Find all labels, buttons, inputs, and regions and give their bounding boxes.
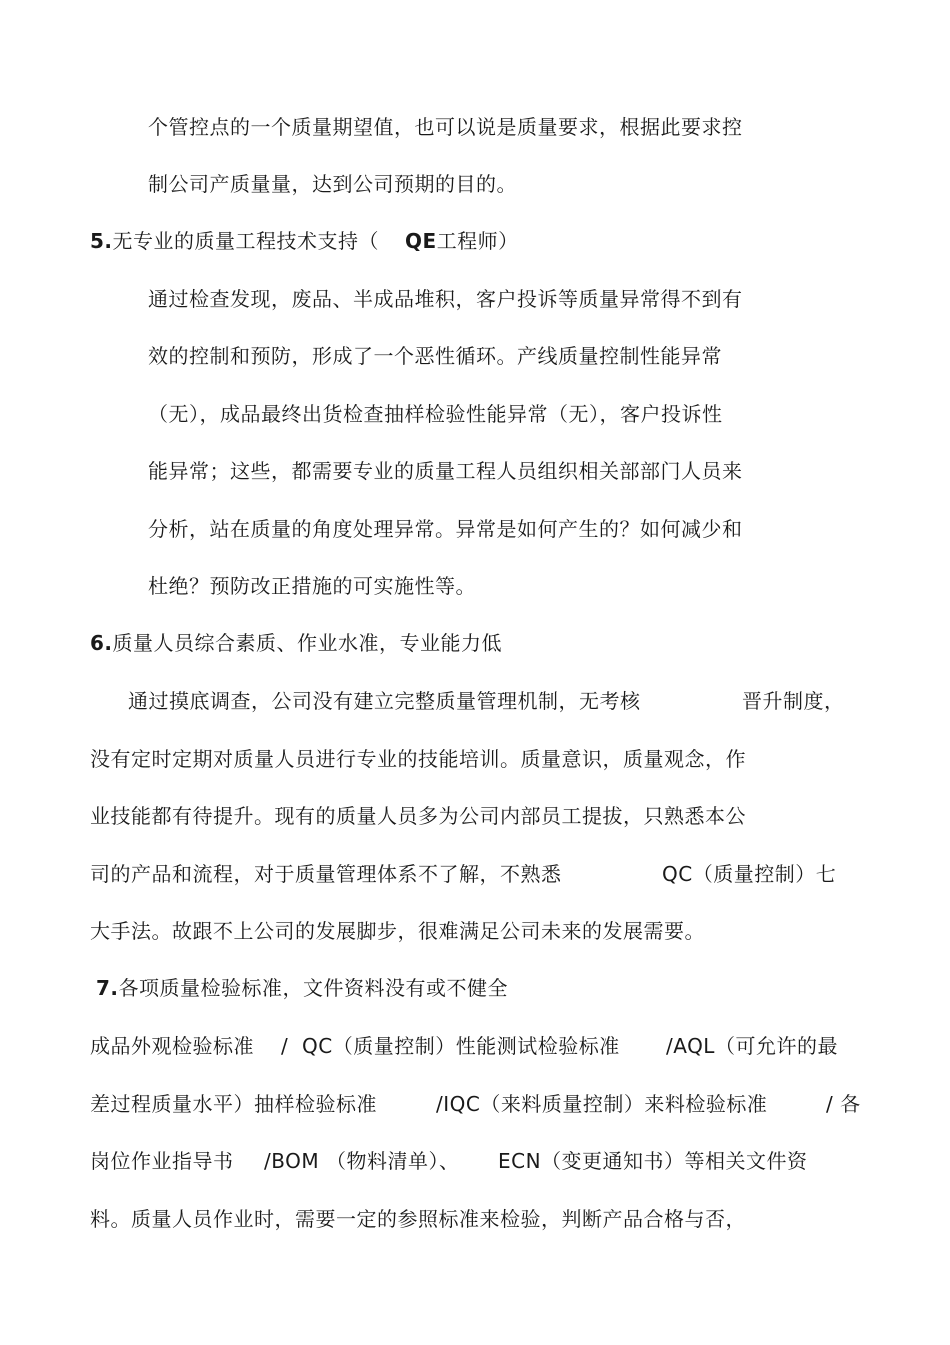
paragraph-line: 分析，站在质量的角度处理异常。异常是如何产生的？如何减少和 [148,517,743,541]
paragraph-line: 效的控制和预防，形成了一个恶性循环。产线质量控制性能异常 [148,344,722,368]
paragraph-line: （无），成品最终出货检查抽样检验性能异常（无），客户投诉性 [148,402,723,426]
paragraph-line-part: /BOM （物料清单）、 [264,1149,460,1173]
paragraph-line: 通过摸底调查，公司没有建立完整质量管理机制，无考核 [128,689,641,713]
paragraph-line: 业技能都有待提升。现有的质量人员多为公司内部员工提拔，只熟悉本公 [90,804,746,828]
section-number: 7. [96,976,119,1000]
section-number: 5. [90,229,113,253]
paragraph-line-part: / 各 [826,1092,861,1116]
paragraph-line-part: QC（质量控制）性能测试检验标准 [302,1034,620,1058]
section-number: 6. [90,631,113,655]
section-title-part: 无专业的质量工程技术支持（ [112,229,380,253]
paragraph-line-part: 成品外观检验标准 [90,1034,254,1058]
paragraph-line: 司的产品和流程，对于质量管理体系不了解，不熟悉 [90,862,562,886]
paragraph-line-part: 差过程质量水平）抽样检验标准 [90,1092,377,1116]
paragraph-line: 杜绝？预防改正措施的可实施性等。 [148,574,476,598]
paragraph-line-part: /IQC（来料质量控制）来料检验标准 [436,1092,768,1116]
paragraph-line: 料。质量人员作业时，需要一定的参照标准来检验，判断产品合格与否， [90,1207,746,1231]
section-title-part: 工程师） [436,229,519,253]
section-title: 质量人员综合素质、作业水准，专业能力低 [112,631,503,655]
paragraph-line: 大手法。故跟不上公司的发展脚步，很难满足公司未来的发展需要。 [90,919,705,943]
section-heading-7 [96,974,508,1002]
section-title: 各项质量检验标准，文件资料没有或不健全 [118,976,509,1000]
paragraph-line: 通过检查发现，废品、半成品堆积，客户投诉等质量异常得不到有 [148,287,743,311]
paragraph-line-part: QC（质量控制）七 [662,862,837,886]
section-title-em: QE [405,229,437,253]
paragraph-line-part: 晋升制度， [742,689,845,713]
section-heading-6 [90,629,502,657]
paragraph-line-part: 岗位作业指导书 [90,1149,234,1173]
paragraph-line: 没有定时定期对质量人员进行专业的技能培训。质量意识，质量观念，作 [90,747,746,771]
paragraph-line-part: /AQL（可允许的最 [666,1034,838,1058]
paragraph-line: 制公司产质量量，达到公司预期的目的。 [148,172,517,196]
paragraph-line-part: / [281,1034,289,1058]
paragraph-line: 能异常；这些，都需要专业的质量工程人员组织相关部部门人员来 [148,459,743,483]
paragraph-line-part: ECN（变更通知书）等相关文件资 [498,1149,808,1173]
section-heading-5 [90,227,519,255]
paragraph-line: 个管控点的一个质量期望值，也可以说是质量要求，根据此要求控 [148,115,743,139]
